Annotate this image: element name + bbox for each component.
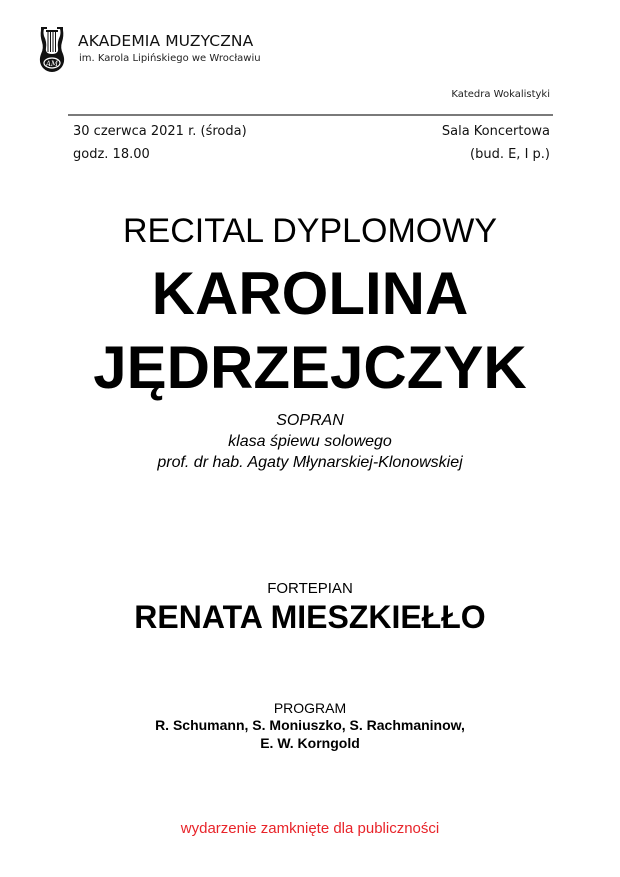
accompanist-name: RENATA MIESZKIEŁŁO — [134, 599, 486, 635]
institution-name: AKADEMIA MUZYCZNA — [78, 32, 254, 50]
performer-first-name: KAROLINA — [151, 260, 469, 327]
event-venue-detail: (bud. E, I p.) — [470, 147, 550, 162]
institution-subtitle: im. Karola Lipińskiego we Wrocławiu — [79, 53, 261, 64]
event-type-heading: RECITAL DYPLOMOWY — [122, 212, 498, 250]
closed-event-notice: wydarzenie zamknięte dla publiczności — [180, 820, 440, 837]
performer-teacher: prof. dr hab. Agaty Młynarskiej-Klonowskiej — [157, 454, 463, 471]
performer-class: klasa śpiewu solowego — [228, 433, 392, 450]
program-label: PROGRAM — [273, 700, 347, 716]
event-venue: Sala Koncertowa — [441, 124, 550, 139]
header-divider — [68, 114, 553, 116]
performer-voice: SOPRAN — [276, 412, 344, 429]
event-time: godz. 18.00 — [73, 147, 150, 162]
accompanist-instrument: FORTEPIAN — [267, 580, 353, 597]
department-label: Katedra Wokalistyki — [451, 89, 550, 100]
svg-text:AM: AM — [45, 60, 59, 68]
lyre-icon — [38, 24, 66, 74]
performer-last-name: JĘDRZEJCZYK — [93, 334, 527, 401]
program-composers-line2: E. W. Korngold — [260, 735, 360, 751]
event-date: 30 czerwca 2021 r. (środa) — [73, 124, 247, 139]
program-composers-line1: R. Schumann, S. Moniuszko, S. Rachmaninow, — [155, 717, 465, 733]
